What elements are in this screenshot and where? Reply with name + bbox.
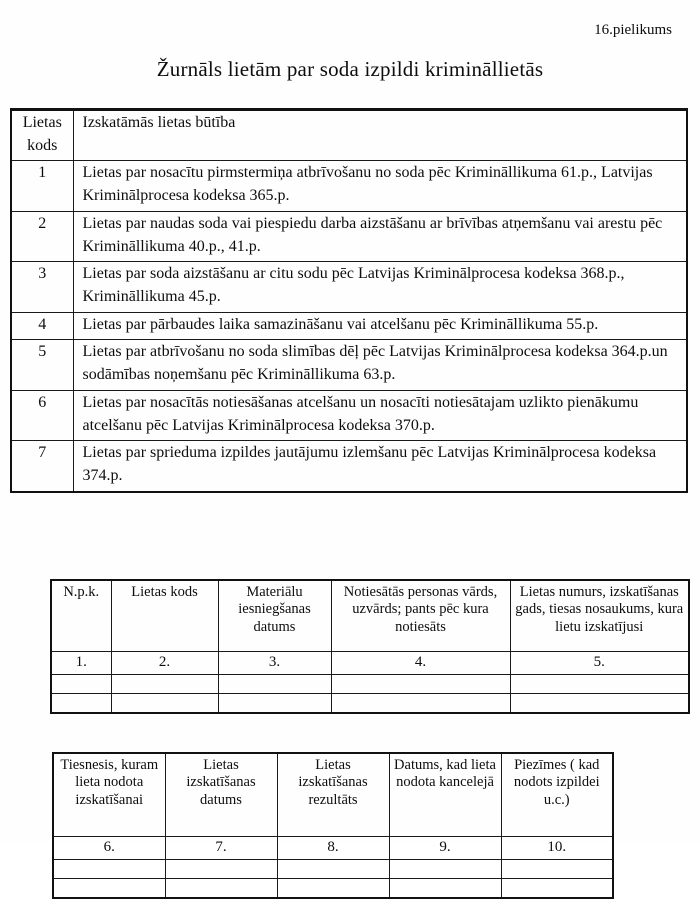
description-cell: Lietas par sprieduma izpildes jautājumu izlemšanu pēc Latvijas Kriminālprocesa kodeksa 374.p. (73, 441, 687, 492)
code-cell: 4 (11, 312, 73, 340)
empty-cell (510, 675, 689, 694)
code-cell: 5 (11, 340, 73, 390)
column-header-materials-date: Materiālu iesniegšanas datums (218, 580, 331, 652)
empty-cell (501, 860, 613, 879)
empty-cell (277, 860, 389, 879)
journal-a-header-row (51, 580, 689, 652)
journal-b-header-row (53, 753, 613, 837)
empty-entry-row (53, 879, 613, 898)
column-header-notes: Piezīmes ( kad nodots izpildei u.c.) (501, 753, 613, 837)
description-cell: Lietas par nosacītās notiesāšanas atcelšanu un nosacīti notiesātajam uzlikto pienākumu atcelšanu pēc Latvijas Kriminālprocesa kodeksa 370.p. (73, 390, 687, 440)
code-cell: 6 (11, 390, 73, 440)
description-cell: Lietas par naudas soda vai piespiedu darba aizstāšanu ar brīvības atņemšanu vai arestu pēc Krimināllikuma 40.p., 41.p. (73, 211, 687, 261)
empty-cell (389, 860, 501, 879)
code-cell: 2 (11, 211, 73, 261)
description-cell: Lietas par nosacītu pirmstermiņa atbrīvošanu no soda pēc Krimināllikuma 61.p., Latvijas Kriminālprocesa kodeksa 365.p. (73, 161, 687, 211)
codes-row (11, 161, 687, 211)
empty-cell (331, 694, 510, 713)
code-cell: 3 (11, 262, 73, 312)
document-title: Žurnāls lietām par soda izpildi krimināllietās (156, 57, 544, 81)
empty-cell (510, 694, 689, 713)
column-number-row (51, 652, 689, 675)
description-cell: Lietas par atbrīvošanu no soda slimības dēļ pēc Latvijas Kriminālprocesa kodeksa 364.p.un sodāmības noņemšanu pēc Krimināllikuma 63.p. (73, 340, 687, 390)
column-header-convicted-person: Notiesātās personas vārds, uzvārds; pants pēc kura notiesāts (331, 580, 510, 652)
empty-entry-row (53, 860, 613, 879)
column-number-cell: 3. (218, 652, 331, 675)
empty-cell (331, 675, 510, 694)
codes-col-header-code: Lietas kods (11, 110, 73, 161)
column-number-row (53, 837, 613, 860)
column-header-hearing-date: Lietas izskatīšanas datums (165, 753, 277, 837)
column-header-hearing-result: Lietas izskatīšanas rezultāts (277, 753, 389, 837)
empty-cell (277, 879, 389, 898)
empty-cell (218, 694, 331, 713)
codes-row (11, 312, 687, 340)
empty-cell (51, 694, 111, 713)
column-number-cell: 1. (51, 652, 111, 675)
column-number-cell: 8. (277, 837, 389, 860)
empty-cell (51, 675, 111, 694)
column-header-judge: Tiesnesis, kuram lieta nodota izskatīšanai (53, 753, 165, 837)
codes-row (11, 340, 687, 390)
empty-cell (501, 879, 613, 898)
journal-table-columns-6-10 (52, 752, 614, 899)
journal-table-columns-1-5 (50, 579, 690, 714)
empty-cell (165, 860, 277, 879)
empty-cell (165, 879, 277, 898)
empty-entry-row (51, 675, 689, 694)
codes-row (11, 390, 687, 440)
column-header-case-code: Lietas kods (111, 580, 218, 652)
column-header-npk: N.p.k. (51, 580, 111, 652)
empty-cell (389, 879, 501, 898)
empty-entry-row (51, 694, 689, 713)
column-header-office-date: Datums, kad lieta nodota kancelejā (389, 753, 501, 837)
empty-cell (111, 694, 218, 713)
column-number-cell: 4. (331, 652, 510, 675)
code-cell: 7 (11, 441, 73, 492)
empty-cell (53, 860, 165, 879)
codes-table-header-row (11, 110, 687, 161)
column-number-cell: 2. (111, 652, 218, 675)
empty-cell (111, 675, 218, 694)
column-header-case-number: Lietas numurs, izskatīšanas gads, tiesas nosaukums, kura lietu izskatījusi (510, 580, 689, 652)
column-number-cell: 5. (510, 652, 689, 675)
codes-col-header-description: Izskatāmās lietas būtība (73, 110, 687, 161)
description-cell: Lietas par pārbaudes laika samazināšanu vai atcelšanu pēc Krimināllikuma 55.p. (73, 312, 687, 340)
description-cell: Lietas par soda aizstāšanu ar citu sodu pēc Latvijas Kriminālprocesa kodeksa 368.p., Krimināllikuma 45.p. (73, 262, 687, 312)
empty-cell (53, 879, 165, 898)
column-number-cell: 9. (389, 837, 501, 860)
codes-row (11, 441, 687, 492)
empty-cell (218, 675, 331, 694)
column-number-cell: 6. (53, 837, 165, 860)
codes-row (11, 262, 687, 312)
column-number-cell: 10. (501, 837, 613, 860)
column-number-cell: 7. (165, 837, 277, 860)
codes-table (10, 108, 688, 493)
code-cell: 1 (11, 161, 73, 211)
codes-row (11, 211, 687, 261)
annex-label: 16.pielikums (594, 22, 672, 38)
